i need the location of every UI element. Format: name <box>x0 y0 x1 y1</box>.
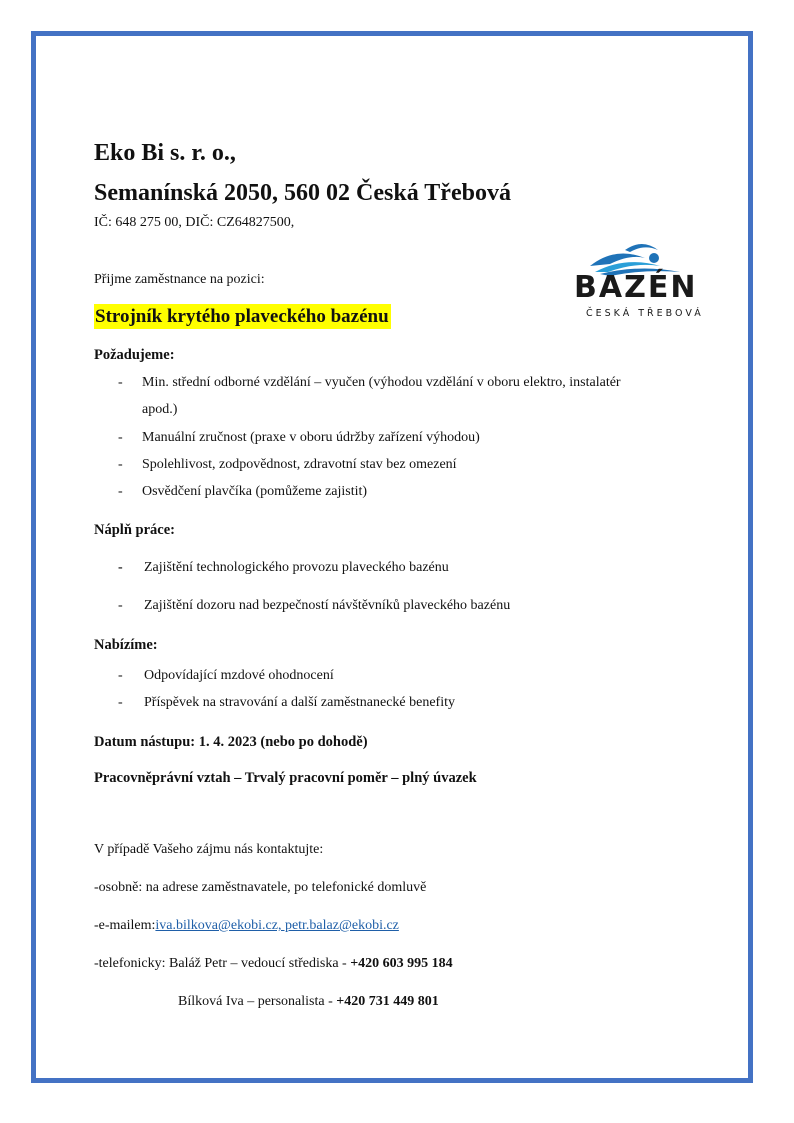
list-item: Zajištění technologického provozu plaveckého bazénu <box>144 560 449 575</box>
list-item: Zajištění dozoru nad bezpečností návštěvníků plaveckého bazénu <box>144 598 511 613</box>
logo-word: BAZÉN <box>574 270 698 305</box>
list-item: Spolehlivost, zodpovědnost, zdravotní stav bez omezení <box>142 457 457 472</box>
contact-personal: -osobně: na adrese zaměstnavatele, po telefonické domluvě <box>94 880 427 895</box>
phone-number: +420 603 995 184 <box>350 956 453 971</box>
contact-phone-line <box>94 956 453 972</box>
start-date: Datum nástupu: 1. 4. 2023 (nebo po dohodě) <box>94 734 368 750</box>
company-address: Semanínská 2050, 560 02 Česká Třebová <box>94 180 511 206</box>
phone-number-2: +420 731 449 801 <box>336 994 439 1009</box>
list-dash: - <box>118 457 123 472</box>
list-item: Příspěvek na stravování a další zaměstnanecké benefity <box>144 695 455 710</box>
list-dash: - <box>118 375 123 390</box>
list-item: apod.) <box>142 402 178 417</box>
phone-label: -telefonicky: Baláž Petr – vedoucí střediska - <box>94 956 351 971</box>
contact-email-line <box>94 918 399 934</box>
phone2-label: Bílková Iva – personalista - <box>178 994 337 1009</box>
employment-type: Pracovněprávní vztah – Trvalý pracovní poměr – plný úvazek <box>94 770 477 786</box>
list-dash: - <box>118 598 123 613</box>
list-item: Manuální zručnost (praxe v oboru údržby zařízení výhodou) <box>142 430 480 445</box>
offer-heading: Nabízíme: <box>94 637 158 653</box>
list-dash: - <box>118 484 123 499</box>
list-item: Odpovídající mzdové ohodnocení <box>144 668 334 683</box>
company-ids: IČ: 648 275 00, DIČ: CZ64827500, <box>94 215 295 230</box>
duties-heading: Náplň práce: <box>94 522 175 538</box>
email-link[interactable]: iva.bilkova@ekobi.cz, petr.balaz@ekobi.cz <box>155 918 399 933</box>
list-dash: - <box>118 668 123 683</box>
list-item: Min. střední odborné vzdělání – vyučen (výhodou vzdělání v oboru elektro, instalatér <box>142 375 621 390</box>
list-dash: - <box>118 430 123 445</box>
bazen-logo <box>570 236 705 328</box>
list-dash: - <box>118 695 123 710</box>
logo-subtitle: ČESKÁ TŘEBOVÁ <box>586 308 704 319</box>
requirements-heading: Požadujeme: <box>94 347 175 363</box>
intro-text: Přijme zaměstnance na pozici: <box>94 272 265 287</box>
contact-phone2-line <box>178 994 439 1010</box>
list-dash: - <box>118 560 123 575</box>
list-item: Osvědčení plavčíka (pomůžeme zajistit) <box>142 484 368 499</box>
contact-intro: V případě Vašeho zájmu nás kontaktujte: <box>94 842 324 857</box>
company-name: Eko Bi s. r. o., <box>94 140 236 166</box>
position-title: Strojník krytého plaveckého bazénu <box>95 306 389 327</box>
email-label: -e-mailem: <box>94 918 156 933</box>
